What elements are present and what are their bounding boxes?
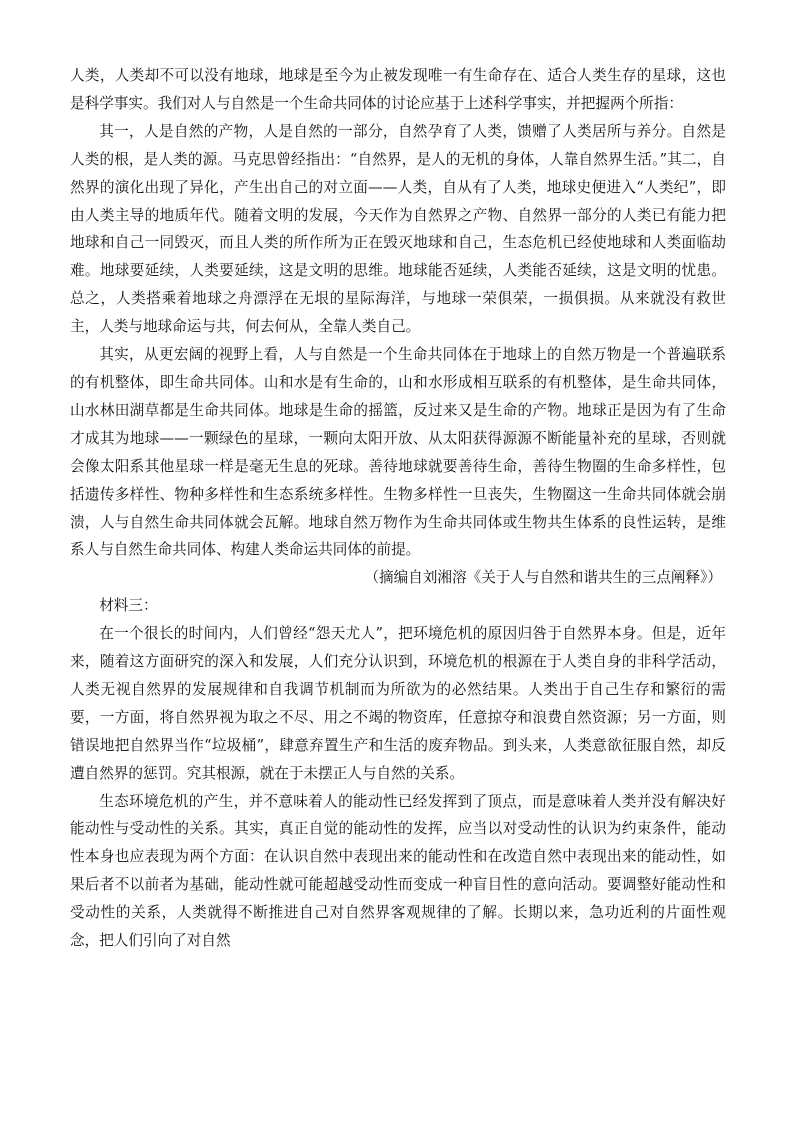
paragraph-intro: 人类，人类却不可以没有地球，地球是至今为止被发现唯一有生命存在、适合人类生存的星球，这也是科学事实。我们对人与自然是一个生命共同体的讨论应基于上述科学事实，并把握两个所指：: [70, 67, 726, 112]
document-page: [70, 62, 726, 955]
material-three-heading: 材料三：: [99, 597, 158, 615]
paragraph-environment-crisis: 在一个很长的时间内，人们曾经“怨天尤人”，把环境危机的原因归咎于自然界本身。但是，近年来，随着这方面研究的深入和发展，人们充分认识到，环境危机的根源在于人类自身的非科学活动，人类无视自然界的发展规律和自我调节机制而为所欲为的必然结果。人类出于自己生存和繁衍的需要，一方面，将自然界视为取之不尽、用之不竭的物资库，任意掠夺和浪费自然资源；另一方面，则错误地把自然界当作“垃圾桶”，肆意弃置生产和生活的废弃物品。到头来，人类意欲征服自然，却反遭自然界的惩罚。究其根源，就在于未摆正人与自然的关系。: [70, 625, 726, 782]
paragraph-point-one-two: 其一，人是自然的产物，人是自然的一部分，自然孕育了人类，馈赠了人类居所与养分。自然是人类的根，是人类的源。马克思曾经指出：“自然界，是人的无机的身体，人靠自然界生活。”其二，自然界的演化出现了异化，产生出自己的对立面——人类，自从有了人类，地球史便进入“人类纪”，即由人类主导的地质年代。随着文明的发展，今天作为自然界之产物、自然界一部分的人类已有能力把地球和自己一同毁灭，而且人类的所作所为正在毁灭地球和自己，生态危机已经使地球和人类面临劫难。地球要延续，人类要延续，这是文明的思维。地球能否延续，人类能否延续，这是文明的忧患。总之，人类搭乘着地球之舟漂浮在无垠的星际海洋，与地球一荣俱荣，一损俱损。从来就没有救世主，人类与地球命运与共，何去何从，全靠人类自己。: [70, 122, 726, 336]
paragraph-life-community: 其实，从更宏阔的视野上看，人与自然是一个生命共同体在于地球上的自然万物是一个普遍联系的有机整体，即生命共同体。山和水是有生命的，山和水形成相互联系的有机整体，是生命共同体，山水林田湖草都是生命共同体。地球是生命的摇篮，反过来又是生命的产物。地球正是因为有了生命才成其为地球——一颗绿色的星球，一颗向太阳开放、从太阳获得源源不断能量补充的星球，否则就会像太阳系其他星球一样是毫无生息的死球。善待地球就要善待生命，善待生物圈的生命多样性，包括遗传多样性、物种多样性和生态系统多样性。生物多样性一旦丧失，生物圈这一生命共同体就会崩溃，人与自然生命共同体就会瓦解。地球自然万物作为生命共同体或生物共生体系的良性运转，是维系人与自然生命共同体、构建人类命运共同体的前提。: [70, 346, 726, 559]
paragraph-agency-passivity: 生态环境危机的产生，并不意味着人的能动性已经发挥到了顶点，而是意味着人类并没有解决好能动性与受动性的关系。其实，真正自觉的能动性的发挥，应当以对受动性的认识为约束条件，能动性本身也应表现为两个方面：在认识自然中表现出来的能动性和在改造自然中表现出来的能动性，如果后者不以前者为基础，能动性就可能超越受动性而变成一种盲目性的意向活动。要调整好能动性和受动性的关系，人类就得不断推进自己对自然界客观规律的了解。长期以来，急功近利的片面性观念，把人们引向了对自然: [70, 792, 726, 950]
source-citation: （摘编自刘湘溶《关于人与自然和谐共生的三点阐释》）: [364, 569, 722, 587]
